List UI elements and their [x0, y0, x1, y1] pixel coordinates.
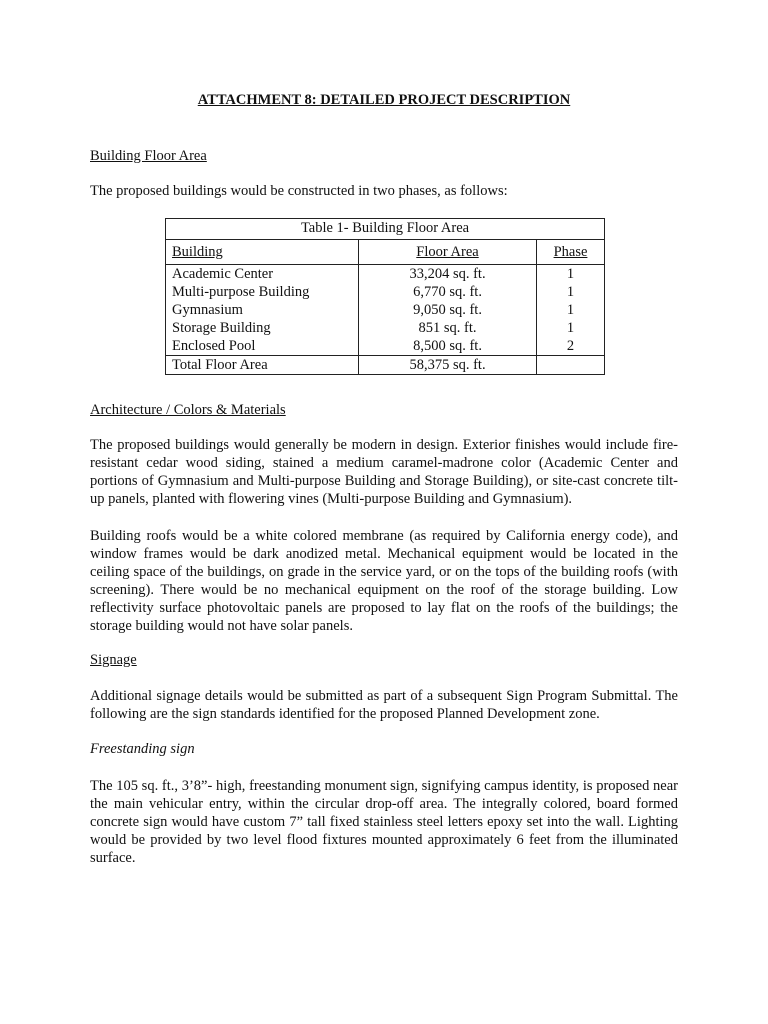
- document-title: ATTACHMENT 8: DETAILED PROJECT DESCRIPTION: [197, 92, 571, 108]
- signage-paragraph-1: Additional signage details would be submitted as part of a subsequent Sign Program Submittal. The following are the sign standards identified for the proposed Planned Development zone.: [90, 688, 678, 722]
- cell-phase: 1: [537, 301, 605, 319]
- table-row: [166, 265, 605, 284]
- cell-floor-area: 8,500 sq. ft.: [359, 337, 537, 356]
- cell-floor-area: 33,204 sq. ft.: [359, 265, 537, 284]
- cell-building: Multi-purpose Building: [166, 283, 359, 301]
- cell-phase: 1: [537, 283, 605, 301]
- header-building: Building: [166, 240, 359, 265]
- cell-building: Academic Center: [166, 265, 359, 284]
- architecture-paragraph-1: The proposed buildings would generally be modern in design. Exterior finishes would include fire-resistant cedar wood siding, stained a medium caramel-madrone color (Academic Center and portions of Gymnasium and Multi-purpose Building and Storage Building), or site-cast concrete tilt-up panels, planted with flowering vines (Multi-purpose Building and Gymnasium).: [90, 437, 678, 507]
- total-label: Total Floor Area: [166, 356, 359, 375]
- section-heading-floor-area: Building Floor Area: [90, 148, 207, 164]
- subheading-freestanding-sign: Freestanding sign: [90, 741, 195, 757]
- header-phase: Phase: [537, 240, 605, 265]
- cell-floor-area: 851 sq. ft.: [359, 319, 537, 337]
- cell-phase: 2: [537, 337, 605, 356]
- cell-floor-area: 9,050 sq. ft.: [359, 301, 537, 319]
- signage-paragraph-2: The 105 sq. ft., 3’8”- high, freestanding monument sign, signifying campus identity, is proposed near the main vehicular entry, within the circular drop-off area. The integrally colored, board formed concrete sign would have custom 7” tall fixed stainless steel letters epoxy set into the wall. Lighting would be provided by two level flood fixtures mounted approximately 6 feet from the illuminated surface.: [90, 778, 678, 866]
- architecture-paragraph-2: Building roofs would be a white colored membrane (as required by California energy code), and window frames would be dark anodized metal. Mechanical equipment would be located in the ceiling space of the buildings, on grade in the service yard, or on the tops of the building roofs (with screening). There would be no mechanical equipment on the roof of the storage building. Low reflectivity surface photovoltaic panels are proposed to lay flat on the roofs of the buildings; the storage building would not have solar panels.: [90, 528, 678, 634]
- cell-phase: 1: [537, 265, 605, 284]
- table-header-row: [166, 240, 605, 265]
- table-total-row: [166, 356, 605, 375]
- total-floor-area: 58,375 sq. ft.: [359, 356, 537, 375]
- table-row: [166, 319, 605, 337]
- section-heading-signage: Signage: [90, 652, 137, 668]
- cell-phase: 1: [537, 319, 605, 337]
- table-row: [166, 337, 605, 356]
- header-floor-area: Floor Area: [359, 240, 537, 265]
- section-heading-architecture: Architecture / Colors & Materials: [90, 402, 286, 418]
- table-row: [166, 301, 605, 319]
- total-phase: [537, 356, 605, 375]
- table-row: [166, 283, 605, 301]
- cell-building: Storage Building: [166, 319, 359, 337]
- table-caption: Table 1- Building Floor Area: [165, 218, 605, 239]
- cell-floor-area: 6,770 sq. ft.: [359, 283, 537, 301]
- cell-building: Gymnasium: [166, 301, 359, 319]
- floor-area-intro: The proposed buildings would be constructed in two phases, as follows:: [90, 183, 508, 199]
- cell-building: Enclosed Pool: [166, 337, 359, 356]
- floor-area-table: [165, 218, 605, 375]
